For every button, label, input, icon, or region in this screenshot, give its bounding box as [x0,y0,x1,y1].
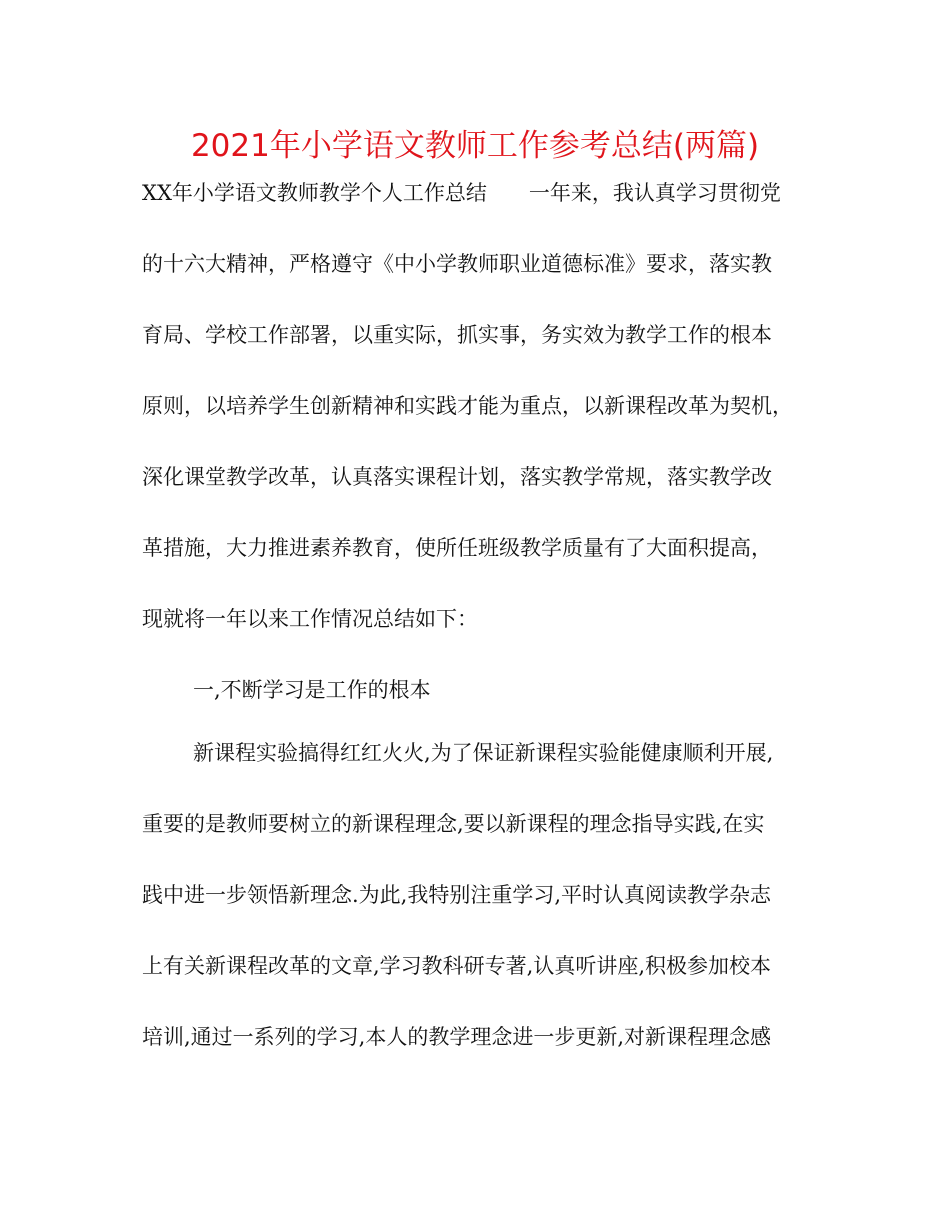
paragraph-line: 育局、学校工作部署，以重实际，抓实事，务实效为教学工作的根本 [142,323,772,347]
paragraph-line: 践中进一步领悟新理念.为此,我特别注重学习,平时认真阅读教学杂志 [142,883,772,907]
section-heading: 一,不断学习是工作的根本 [193,678,431,702]
paragraph-line: 现就将一年以来工作情况总结如下： [142,607,478,631]
paragraph-line: XX年小学语文教师教学个人工作总结 一年来，我认真学习贯彻党 [142,181,781,205]
paragraph-line: 深化课堂教学改革，认真落实课程计划，落实教学常规，落实教学改 [142,465,772,489]
paragraph-line: 原则，以培养学生创新精神和实践才能为重点，以新课程改革为契机， [142,394,793,418]
paragraph-line: 的十六大精神，严格遵守《中小学教师职业道德标准》要求，落实教 [142,252,772,276]
paragraph-line: 培训,通过一系列的学习,本人的教学理念进一步更新,对新课程理念感 [142,1025,772,1049]
paragraph-line: 革措施，大力推进素养教育，使所任班级教学质量有了大面积提高， [142,536,772,560]
paragraph-line: 上有关新课程改革的文章,学习教科研专著,认真听讲座,积极参加校本 [142,954,772,978]
document-title: 2021年小学语文教师工作参考总结(两篇) [190,128,760,164]
paragraph-line: 重要的是教师要树立的新课程理念,要以新课程的理念指导实践,在实 [142,812,765,836]
paragraph-line: 新课程实验搞得红红火火,为了保证新课程实验能健康顺利开展, [193,741,774,765]
